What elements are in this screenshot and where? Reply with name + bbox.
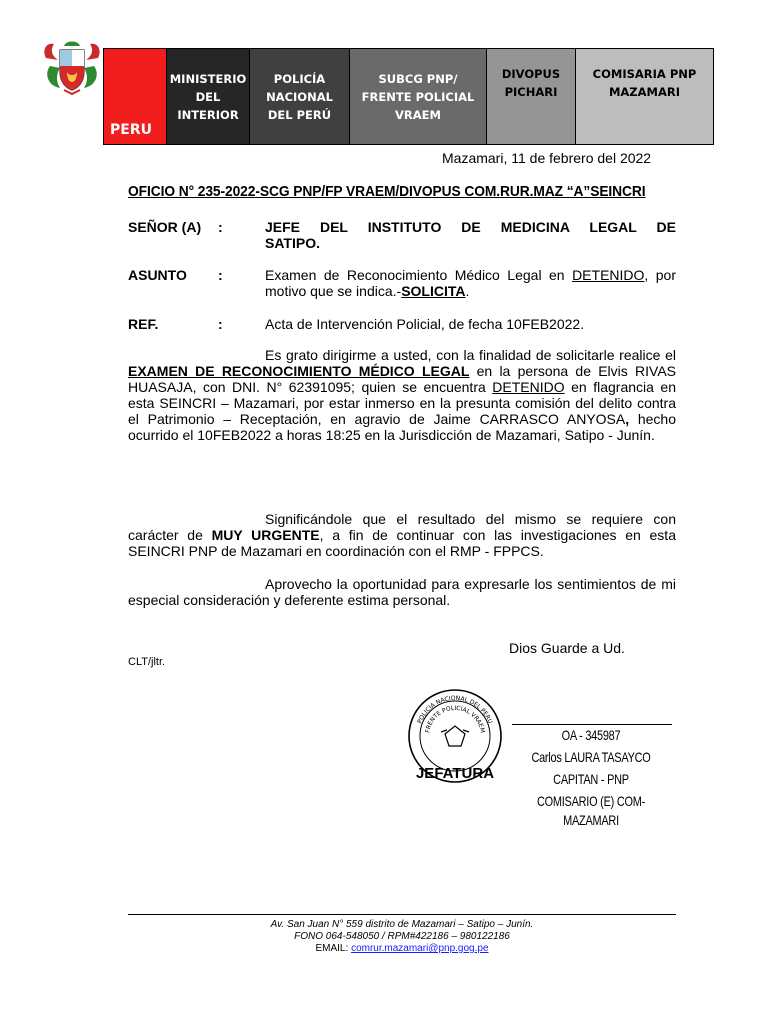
header-line: COMISARIA PNP (592, 67, 697, 81)
footer-address: Av. San Juan N° 559 distrito de Mazamari – Satipo – Junín. (270, 919, 534, 930)
ref-text: Acta de Intervención Policial, de fecha 10FEB2022. (265, 316, 585, 332)
signature-rank: CAPITAN - PNP (553, 771, 629, 787)
asunto-colon: : (218, 267, 223, 283)
body1-g: hecho ocurrido el 10FEB2022 a horas 18:25 en la Jurisdicción de Mazamari, Satipo - Junín. (128, 411, 676, 443)
footer-phone: FONO 064-548050 / RPM#422186 – 980122186 (294, 931, 510, 942)
senor-line2: SATIPO. (265, 235, 320, 251)
senor-colon: : (218, 219, 223, 235)
body1-exam: EXAMEN DE RECONOCIMIENTO MÉDICO LEGAL (128, 363, 470, 379)
header-policia-block (250, 49, 350, 144)
stamp-inner-text: FRENTE POLICIAL VRAEM (424, 704, 486, 734)
official-stamp (405, 686, 505, 786)
header-line: FRENTE POLICIAL (361, 89, 475, 104)
ref-colon: : (218, 316, 223, 332)
header-line: PICHARI (504, 85, 558, 99)
initials-text: CLT/jltr. (128, 656, 166, 668)
body-paragraph-1 (128, 347, 676, 443)
footer-email-label: EMAIL: (315, 943, 352, 954)
asunto-mid: , por motivo que se indica.- (265, 267, 676, 299)
body1-comma: , (625, 411, 630, 427)
body1-c: en la persona de Elvis RIVAS HUASAJA, con DNI. N° 62391095; quien se encuentra (128, 363, 676, 395)
coat-of-arms-icon (40, 36, 104, 96)
closing-text: Dios Guarde a Ud. (509, 640, 625, 656)
header-line: DEL PERÚ (267, 107, 332, 122)
asunto-text (265, 267, 676, 299)
header-subcg-block (350, 49, 487, 144)
asunto-end: . (465, 283, 470, 299)
body3-text: Aprovecho la oportunidad para expresarle los sentimientos de mi especial consideración y deferente estima personal. (128, 576, 676, 608)
body2-c: , a fin de continuar con las investigaciones en esta SEINCRI PNP de Mazamari en coordinación con el RMP - FPPCS. (128, 527, 676, 559)
header-line: MINISTERIO (169, 71, 247, 86)
body2-urgente: MUY URGENTE (211, 527, 320, 543)
header-bar (103, 48, 714, 145)
asunto-pre: Examen de Reconocimiento Médico Legal en (265, 267, 573, 283)
body1-a: Es grato dirigirme a usted, con la finalidad de solicitarle realice el (265, 347, 676, 363)
asunto-solicita: SOLICITA (401, 283, 466, 299)
signature-line (512, 724, 672, 725)
header-line: SUBCG PNP/ (378, 71, 458, 86)
stamp-outer-text: POLICIA NACIONAL DEL PERU (416, 694, 494, 725)
header-line: DIVOPUS (501, 67, 561, 81)
header-line: VRAEM (395, 107, 441, 122)
asunto-label: ASUNTO (128, 267, 187, 283)
body-paragraph-3 (128, 576, 676, 608)
header-peru-label: PERU (110, 122, 152, 138)
document-date: Mazamari, 11 de febrero del 2022 (442, 150, 652, 166)
footer-email-row (128, 942, 676, 955)
ref-label: REF. (128, 316, 159, 332)
body-paragraph-2 (128, 511, 676, 559)
footer-divider (128, 914, 676, 915)
signature-post: COMISARIO (E) COM-MAZAMARI (536, 793, 646, 828)
signature-code: OA - 345987 (561, 727, 621, 743)
senor-label: SEÑOR (A) (128, 219, 202, 235)
header-peru-block (104, 49, 167, 144)
footer-email-link[interactable]: comrur.mazamari@pnp.gog.pe (351, 943, 489, 954)
asunto-detenido: DETENIDO (572, 267, 645, 283)
header-line: DEL (195, 89, 221, 104)
stamp-word: JEFATURA (415, 765, 495, 782)
header-line: NACIONAL (266, 89, 333, 104)
header-divopus-block (487, 49, 576, 144)
body2-a: Significándole que el resultado del mismo se requiere con carácter de (128, 511, 676, 543)
body1-detenido: DETENIDO (492, 379, 565, 395)
body1-e: en flagrancia en esta SEINCRI – Mazamari, por estar inmerso en la presunta comisión del delito contra el Patrimonio – Receptación, en agravio de Jaime CARRASCO ANYOSA (128, 379, 676, 427)
header-ministerio-block (167, 49, 250, 144)
oficio-number: OFICIO N° 235-2022-SCG PNP/FP VRAEM/DIVOPUS COM.RUR.MAZ “A”SEINCRI (128, 183, 646, 200)
header-line: MAZAMARI (608, 85, 681, 99)
senor-line1: JEFE DEL INSTITUTO DE MEDICINA LEGAL DE (265, 219, 676, 235)
signature-name: Carlos LAURA TASAYCO (531, 749, 651, 765)
header-comisaria-block (576, 49, 713, 144)
header-line: POLICÍA (273, 71, 326, 86)
header-line: INTERIOR (177, 107, 239, 122)
